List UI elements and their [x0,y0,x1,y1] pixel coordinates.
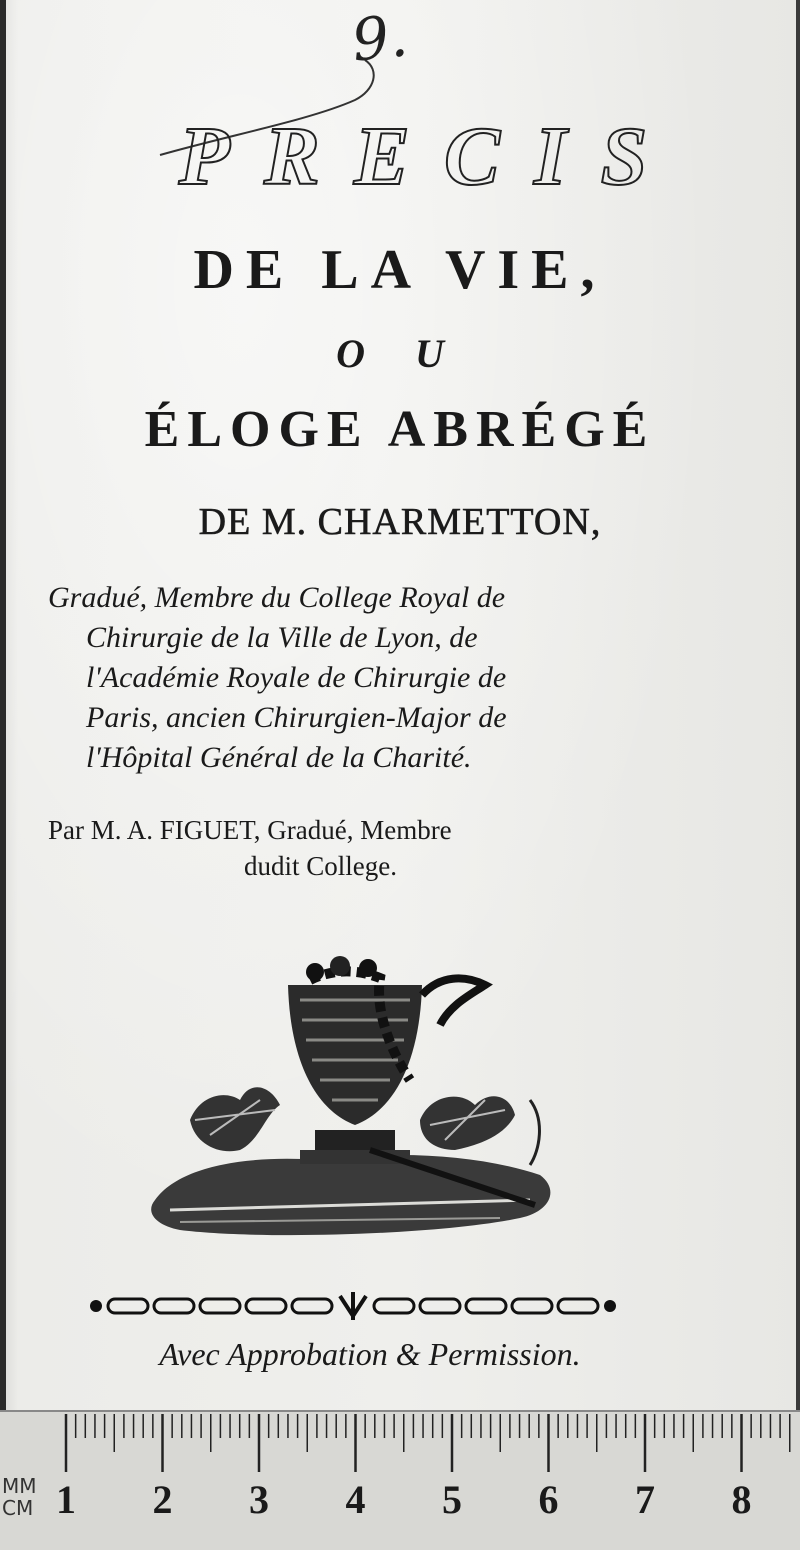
author-line: dudit College. [244,851,397,881]
title-precis: PRECIS [178,110,682,203]
page-edge-right [796,0,800,1410]
centimeter-ruler-icon [0,1410,800,1550]
qualification-line: l'Hôpital Général de la Charité. [86,741,472,774]
qualification-line: Chirurgie de la Ville de Lyon, de [86,621,478,654]
ruler-number: 5 [442,1477,462,1522]
ruler-number: 2 [152,1477,173,1522]
author-line: Par M. A. FIGUET, Gradué, Membre [48,815,452,845]
title-ou: O U [336,331,464,376]
ruler-unit-cm: CM [2,1496,34,1520]
ruler-number: 8 [731,1477,752,1522]
qualification-line: Paris, ancien Chirurgien-Major de [86,701,507,734]
title-de-la-vie: DE LA VIE, [193,239,607,301]
title-charmetton: DE M. CHARMETTON, [198,501,602,543]
page-edge-left [0,0,6,1410]
folio-number: 9. [348,1,411,75]
ruler-unit-mm: MM [2,1474,37,1498]
ruler-number: 7 [635,1477,655,1522]
imprint-line: Avec Approbation & Permission. [159,1336,581,1372]
ruler-ticks [0,1412,800,1550]
author-block [48,812,658,884]
ruler-number: 6 [538,1477,559,1522]
qualification-line: l'Académie Royale de Chirurgie de [86,661,507,694]
urn-vignette-icon [140,950,570,1250]
ruler-number: 4 [345,1477,366,1522]
ruler-number: 3 [249,1477,269,1522]
qualifications-block [48,578,658,778]
title-eloge-abrege: ÉLOGE ABRÉGÉ [144,401,656,458]
chain-border-ornament-icon [88,1290,618,1322]
qualification-line: Gradué, Membre du College Royal de [48,581,506,614]
ruler-number: 1 [56,1477,76,1522]
